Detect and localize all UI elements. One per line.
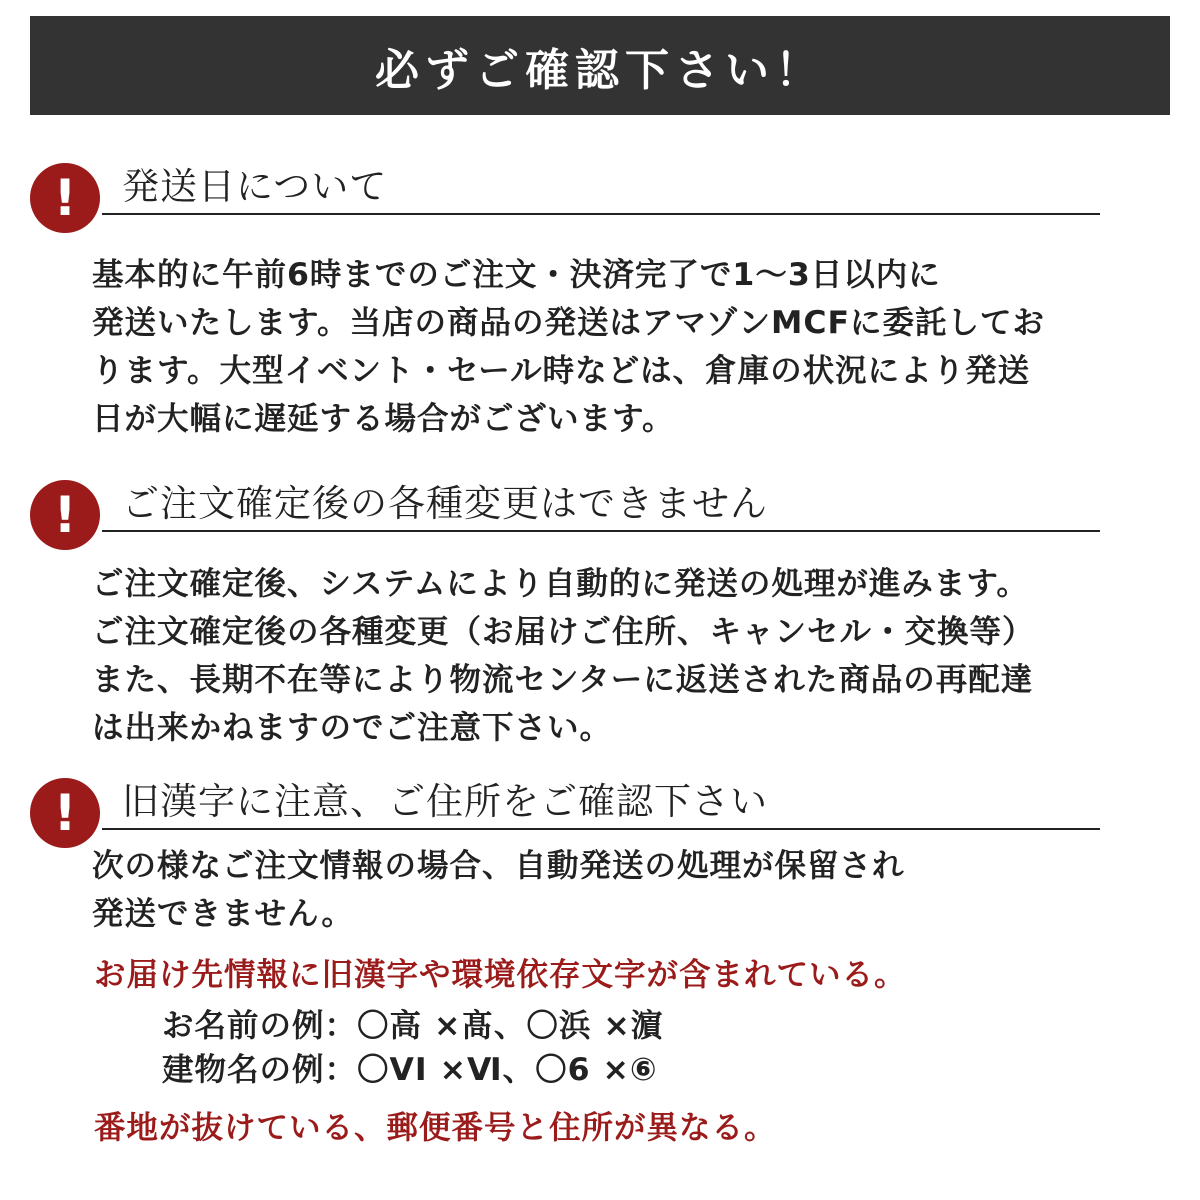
body-line: 次の様なご注文情報の場合、自動発送の処理が保留され	[92, 848, 905, 884]
body-line: は出来かねますのでご注意下さい。	[92, 710, 613, 746]
warning-text: 番地が抜けている、郵便番号と住所が異なる。	[94, 1110, 777, 1146]
body-line: 発送いたします。当店の商品の発送はアマゾンMCFに委託してお	[92, 305, 1046, 341]
body-line: 基本的に午前6時までのご注文・決済完了で1～3日以内に	[92, 257, 941, 293]
body-line: また、長期不在等により物流センターに返送された商品の再配達	[92, 662, 1034, 698]
exclamation-icon: !	[30, 480, 100, 550]
section-divider	[102, 530, 1100, 532]
body-line: 発送できません。	[92, 896, 354, 932]
section-body	[92, 560, 1035, 752]
page-title: 必ずご確認下さい！	[375, 44, 825, 96]
section-divider	[102, 213, 1100, 215]
section-body	[92, 842, 905, 938]
body-line: 日が大幅に遅延する場合がございます。	[92, 401, 675, 437]
exclamation-icon: !	[30, 163, 100, 233]
header-banner	[30, 16, 1170, 115]
body-line: ご注文確定後の各種変更（お届けご住所、キャンセル・交換等）	[92, 614, 1035, 650]
body-line: ご注文確定後、システムにより自動的に発送の処理が進みます。	[92, 566, 1029, 602]
example-line: 建物名の例：〇VI ×Ⅵ、〇6 ×⑥	[162, 1052, 658, 1088]
example-line: お名前の例：〇高 ×髙、〇浜 ×濵	[162, 1008, 664, 1044]
body-line: ります。大型イベント・セール時などは、倉庫の状況により発送	[92, 353, 1031, 389]
section-body	[92, 251, 1045, 443]
section-title: ご注文確定後の各種変更はできません	[122, 482, 768, 525]
section-title: 発送日について	[122, 165, 388, 208]
section-title: 旧漢字に注意、ご住所をご確認下さい	[122, 780, 768, 823]
warning-text: お届け先情報に旧漢字や環境依存文字が含まれている。	[94, 957, 907, 993]
section-divider	[102, 828, 1100, 830]
exclamation-icon: !	[30, 778, 100, 848]
example-list	[162, 1004, 663, 1092]
